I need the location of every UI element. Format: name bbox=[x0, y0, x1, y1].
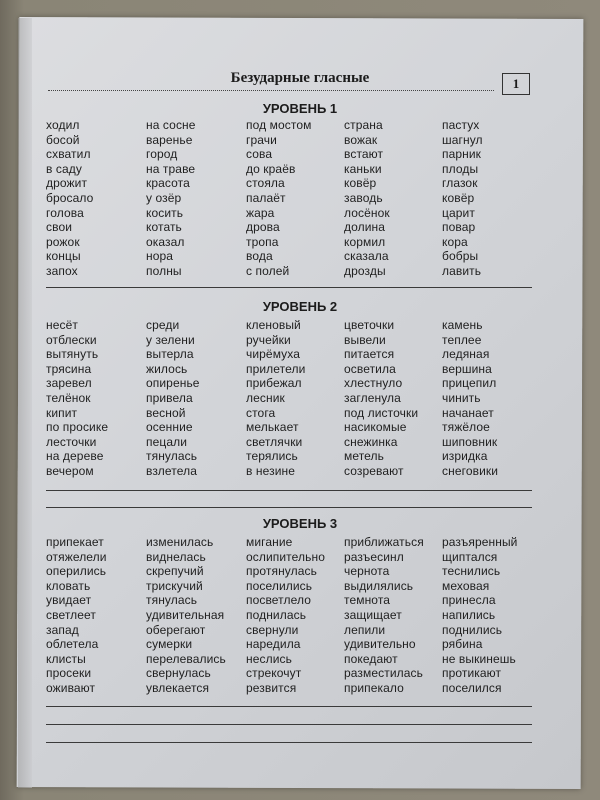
word-item: заводь bbox=[344, 190, 383, 205]
word-item: с полей bbox=[246, 263, 290, 278]
word-item: вытерла bbox=[146, 347, 194, 362]
word-item: котать bbox=[146, 220, 182, 235]
word-item: теснились bbox=[442, 564, 501, 579]
word-item: вывели bbox=[344, 332, 386, 347]
word-item: ледяная bbox=[442, 347, 490, 362]
word-item: кора bbox=[442, 234, 468, 249]
word-item: не выкинешь bbox=[442, 651, 516, 666]
word-item: облетела bbox=[46, 637, 99, 652]
word-item: прибежал bbox=[246, 376, 302, 391]
word-item: несёт bbox=[46, 318, 78, 332]
word-item: оберегают bbox=[146, 622, 206, 637]
word-item: встают bbox=[344, 147, 384, 162]
word-item: тропа bbox=[246, 234, 279, 249]
word-item: чинить bbox=[442, 390, 481, 405]
word-item: у зелени bbox=[146, 332, 195, 347]
word-item: парник bbox=[442, 147, 482, 162]
word-item: ручейки bbox=[246, 332, 291, 347]
word-item: запох bbox=[46, 263, 78, 278]
word-item: город bbox=[146, 147, 178, 162]
level-1-title: УРОВЕНЬ 1 bbox=[262, 101, 338, 116]
word-item: на дереве bbox=[46, 449, 104, 464]
word-item: каньки bbox=[344, 161, 382, 176]
word-item: свои bbox=[46, 220, 73, 235]
word-item: протикают bbox=[442, 666, 502, 681]
word-item: протянулась bbox=[246, 564, 317, 579]
word-column bbox=[344, 118, 390, 279]
word-column bbox=[344, 535, 424, 696]
word-item: до краёв bbox=[246, 161, 296, 176]
word-item: стрекочут bbox=[246, 666, 302, 681]
word-column bbox=[246, 318, 305, 479]
word-column bbox=[146, 118, 196, 279]
word-item: кловать bbox=[46, 578, 91, 593]
word-item: темнота bbox=[344, 593, 391, 608]
word-item: трясина bbox=[46, 361, 92, 376]
word-item: плоды bbox=[442, 161, 479, 176]
word-item: под мостом bbox=[246, 118, 312, 132]
word-item: неслись bbox=[246, 651, 292, 666]
word-item: изменилась bbox=[146, 535, 214, 549]
word-column bbox=[146, 318, 200, 479]
word-item: защищает bbox=[344, 607, 402, 622]
word-item: вершина bbox=[442, 361, 492, 376]
word-item: лепили bbox=[344, 622, 386, 637]
word-item: у озёр bbox=[146, 190, 182, 205]
word-item: опиренье bbox=[146, 376, 200, 391]
word-item: бобры bbox=[442, 249, 479, 264]
word-item: мигание bbox=[246, 535, 293, 549]
word-item: принесла bbox=[442, 593, 496, 608]
word-item: сказала bbox=[344, 249, 389, 264]
word-item: чернота bbox=[344, 564, 390, 579]
word-item: поднились bbox=[442, 622, 503, 637]
word-item: удивительная bbox=[146, 607, 225, 622]
word-item: разъяренный bbox=[442, 535, 518, 549]
word-item: стояла bbox=[246, 176, 285, 191]
word-item: мелькает bbox=[246, 420, 299, 435]
word-item: вытянуть bbox=[46, 347, 99, 362]
word-item: ковёр bbox=[344, 176, 377, 191]
word-item: глазок bbox=[442, 176, 478, 191]
word-item: по просике bbox=[46, 420, 109, 435]
word-item: привела bbox=[146, 390, 193, 405]
word-item: поселился bbox=[442, 680, 502, 695]
word-item: меховая bbox=[442, 578, 490, 593]
level-2-separator-2 bbox=[46, 507, 532, 508]
word-item: кипит bbox=[46, 405, 78, 420]
word-item: разместилась bbox=[344, 666, 423, 681]
word-item: кленовый bbox=[246, 318, 301, 332]
word-item: оживают bbox=[46, 680, 96, 695]
word-item: в незине bbox=[246, 463, 296, 478]
word-column bbox=[46, 118, 93, 279]
word-item: свернули bbox=[246, 622, 299, 637]
word-item: выдилялись bbox=[344, 578, 414, 593]
word-item: камень bbox=[442, 318, 483, 332]
word-item: поднилась bbox=[246, 607, 307, 622]
word-item: увидает bbox=[46, 593, 92, 608]
word-item: оперились bbox=[46, 564, 107, 579]
word-item: резвится bbox=[246, 680, 297, 695]
word-item: схватил bbox=[46, 147, 91, 162]
word-item: загленула bbox=[344, 390, 401, 405]
word-item: начанает bbox=[442, 405, 494, 420]
word-item: сумерки bbox=[146, 637, 193, 652]
word-item: хлестнуло bbox=[344, 376, 403, 391]
level-1-separator bbox=[46, 287, 532, 288]
word-column bbox=[442, 535, 517, 696]
word-item: стога bbox=[246, 405, 276, 420]
word-item: отяжелели bbox=[46, 549, 107, 564]
word-item: ослипительно bbox=[246, 549, 325, 564]
word-item: созревают bbox=[344, 463, 404, 478]
word-item: отблески bbox=[46, 332, 97, 347]
word-item: просеки bbox=[46, 666, 92, 681]
word-item: ковёр bbox=[442, 190, 475, 205]
word-item: царит bbox=[442, 205, 475, 220]
word-item: весной bbox=[146, 405, 186, 420]
word-item: покедают bbox=[344, 651, 398, 666]
word-item: концы bbox=[46, 249, 81, 264]
word-item: вода bbox=[246, 249, 273, 264]
word-item: сова bbox=[246, 147, 273, 162]
word-item: метель bbox=[344, 449, 385, 464]
word-item: долина bbox=[344, 220, 386, 235]
word-item: удивительно bbox=[344, 637, 416, 652]
word-item: припекало bbox=[344, 680, 404, 695]
word-item: прилетели bbox=[246, 361, 306, 376]
title-rule bbox=[48, 90, 494, 91]
word-item: в саду bbox=[46, 161, 82, 176]
word-item: снеговики bbox=[442, 463, 499, 478]
word-item: жилось bbox=[146, 361, 188, 376]
word-item: шагнул bbox=[442, 132, 483, 147]
word-item: полны bbox=[146, 263, 182, 278]
word-item: на траве bbox=[146, 161, 196, 176]
word-item: чирёмуха bbox=[246, 347, 301, 362]
word-item: страна bbox=[344, 118, 383, 132]
word-item: рябина bbox=[442, 637, 483, 652]
word-item: телёнок bbox=[46, 390, 91, 405]
word-item: трискучий bbox=[146, 578, 203, 593]
word-column bbox=[46, 535, 107, 696]
word-column bbox=[46, 318, 108, 479]
word-item: босой bbox=[46, 132, 80, 147]
word-item: питается bbox=[344, 347, 395, 362]
word-item: цветочки bbox=[344, 318, 395, 332]
word-item: напились bbox=[442, 607, 496, 622]
word-item: палаёт bbox=[246, 190, 286, 205]
word-item: теплее bbox=[442, 332, 482, 347]
word-item: вожак bbox=[344, 132, 378, 147]
word-column bbox=[146, 535, 226, 696]
word-item: среди bbox=[146, 318, 180, 332]
word-item: взлетела bbox=[146, 463, 197, 478]
level-2-separator-1 bbox=[46, 490, 532, 491]
word-item: скрепучий bbox=[146, 564, 204, 579]
word-item: лавить bbox=[442, 263, 482, 278]
word-item: свернулась bbox=[146, 666, 211, 681]
word-item: варенье bbox=[146, 132, 193, 147]
word-item: терялись bbox=[246, 449, 298, 464]
word-item: кормил bbox=[344, 234, 386, 249]
word-item: вечером bbox=[46, 463, 94, 478]
word-item: жара bbox=[246, 205, 275, 220]
word-item: изридка bbox=[442, 449, 488, 464]
word-item: увлекается bbox=[146, 680, 210, 695]
word-item: приближаться bbox=[344, 535, 424, 549]
word-column bbox=[442, 118, 483, 279]
level-3-title: УРОВЕНЬ 3 bbox=[262, 516, 338, 531]
word-item: разъесинл bbox=[344, 549, 404, 564]
word-item: шиповник bbox=[442, 434, 498, 449]
word-item: осветила bbox=[344, 361, 396, 376]
word-item: снежинка bbox=[344, 434, 398, 449]
level-2-title: УРОВЕНЬ 2 bbox=[262, 299, 338, 314]
word-column bbox=[246, 535, 325, 696]
writing-line-3 bbox=[46, 742, 532, 743]
word-item: тянулась bbox=[146, 593, 198, 608]
word-item: нора bbox=[146, 249, 174, 264]
word-item: косить bbox=[146, 205, 184, 220]
word-item: заревел bbox=[46, 376, 92, 391]
word-item: поселились bbox=[246, 578, 313, 593]
word-item: грачи bbox=[246, 132, 277, 147]
word-item: щиптался bbox=[442, 549, 498, 564]
word-item: под листочки bbox=[344, 405, 419, 420]
word-item: лесник bbox=[246, 390, 285, 405]
word-item: красота bbox=[146, 176, 190, 191]
word-item: припекает bbox=[46, 535, 104, 549]
word-item: дрожит bbox=[46, 176, 88, 191]
page-binding-edge bbox=[18, 18, 32, 788]
word-item: пецали bbox=[146, 434, 188, 449]
word-item: перелевались bbox=[146, 651, 226, 666]
word-item: оказал bbox=[146, 234, 185, 249]
word-item: запад bbox=[46, 622, 79, 637]
page-number: 1 bbox=[502, 73, 530, 95]
word-item: клисты bbox=[46, 651, 86, 666]
word-item: виднелась bbox=[146, 549, 206, 564]
word-item: рожок bbox=[46, 234, 80, 249]
word-column bbox=[442, 318, 498, 479]
word-item: лесточки bbox=[46, 434, 97, 449]
word-item: ходил bbox=[46, 118, 80, 132]
writing-line-2 bbox=[46, 724, 532, 725]
word-item: лосёнок bbox=[344, 205, 390, 220]
word-item: светлеет bbox=[46, 607, 96, 622]
word-item: дрова bbox=[246, 220, 280, 235]
word-item: на сосне bbox=[146, 118, 196, 132]
word-item: светлячки bbox=[246, 434, 303, 449]
word-item: прицепил bbox=[442, 376, 497, 391]
word-item: посветлело bbox=[246, 593, 312, 608]
word-column bbox=[344, 318, 418, 479]
word-item: тянулась bbox=[146, 449, 198, 464]
word-item: насикомые bbox=[344, 420, 407, 435]
word-item: повар bbox=[442, 220, 476, 235]
writing-line-1 bbox=[46, 706, 532, 707]
page-title: Безударные гласные bbox=[230, 70, 370, 86]
word-item: голова bbox=[46, 205, 84, 220]
word-item: дрозды bbox=[344, 263, 386, 278]
word-item: бросало bbox=[46, 190, 94, 205]
word-item: тяжёлое bbox=[442, 420, 490, 435]
word-item: осенние bbox=[146, 420, 193, 435]
word-item: наредила bbox=[246, 637, 301, 652]
word-item: пастух bbox=[442, 118, 480, 132]
word-column bbox=[246, 118, 311, 279]
